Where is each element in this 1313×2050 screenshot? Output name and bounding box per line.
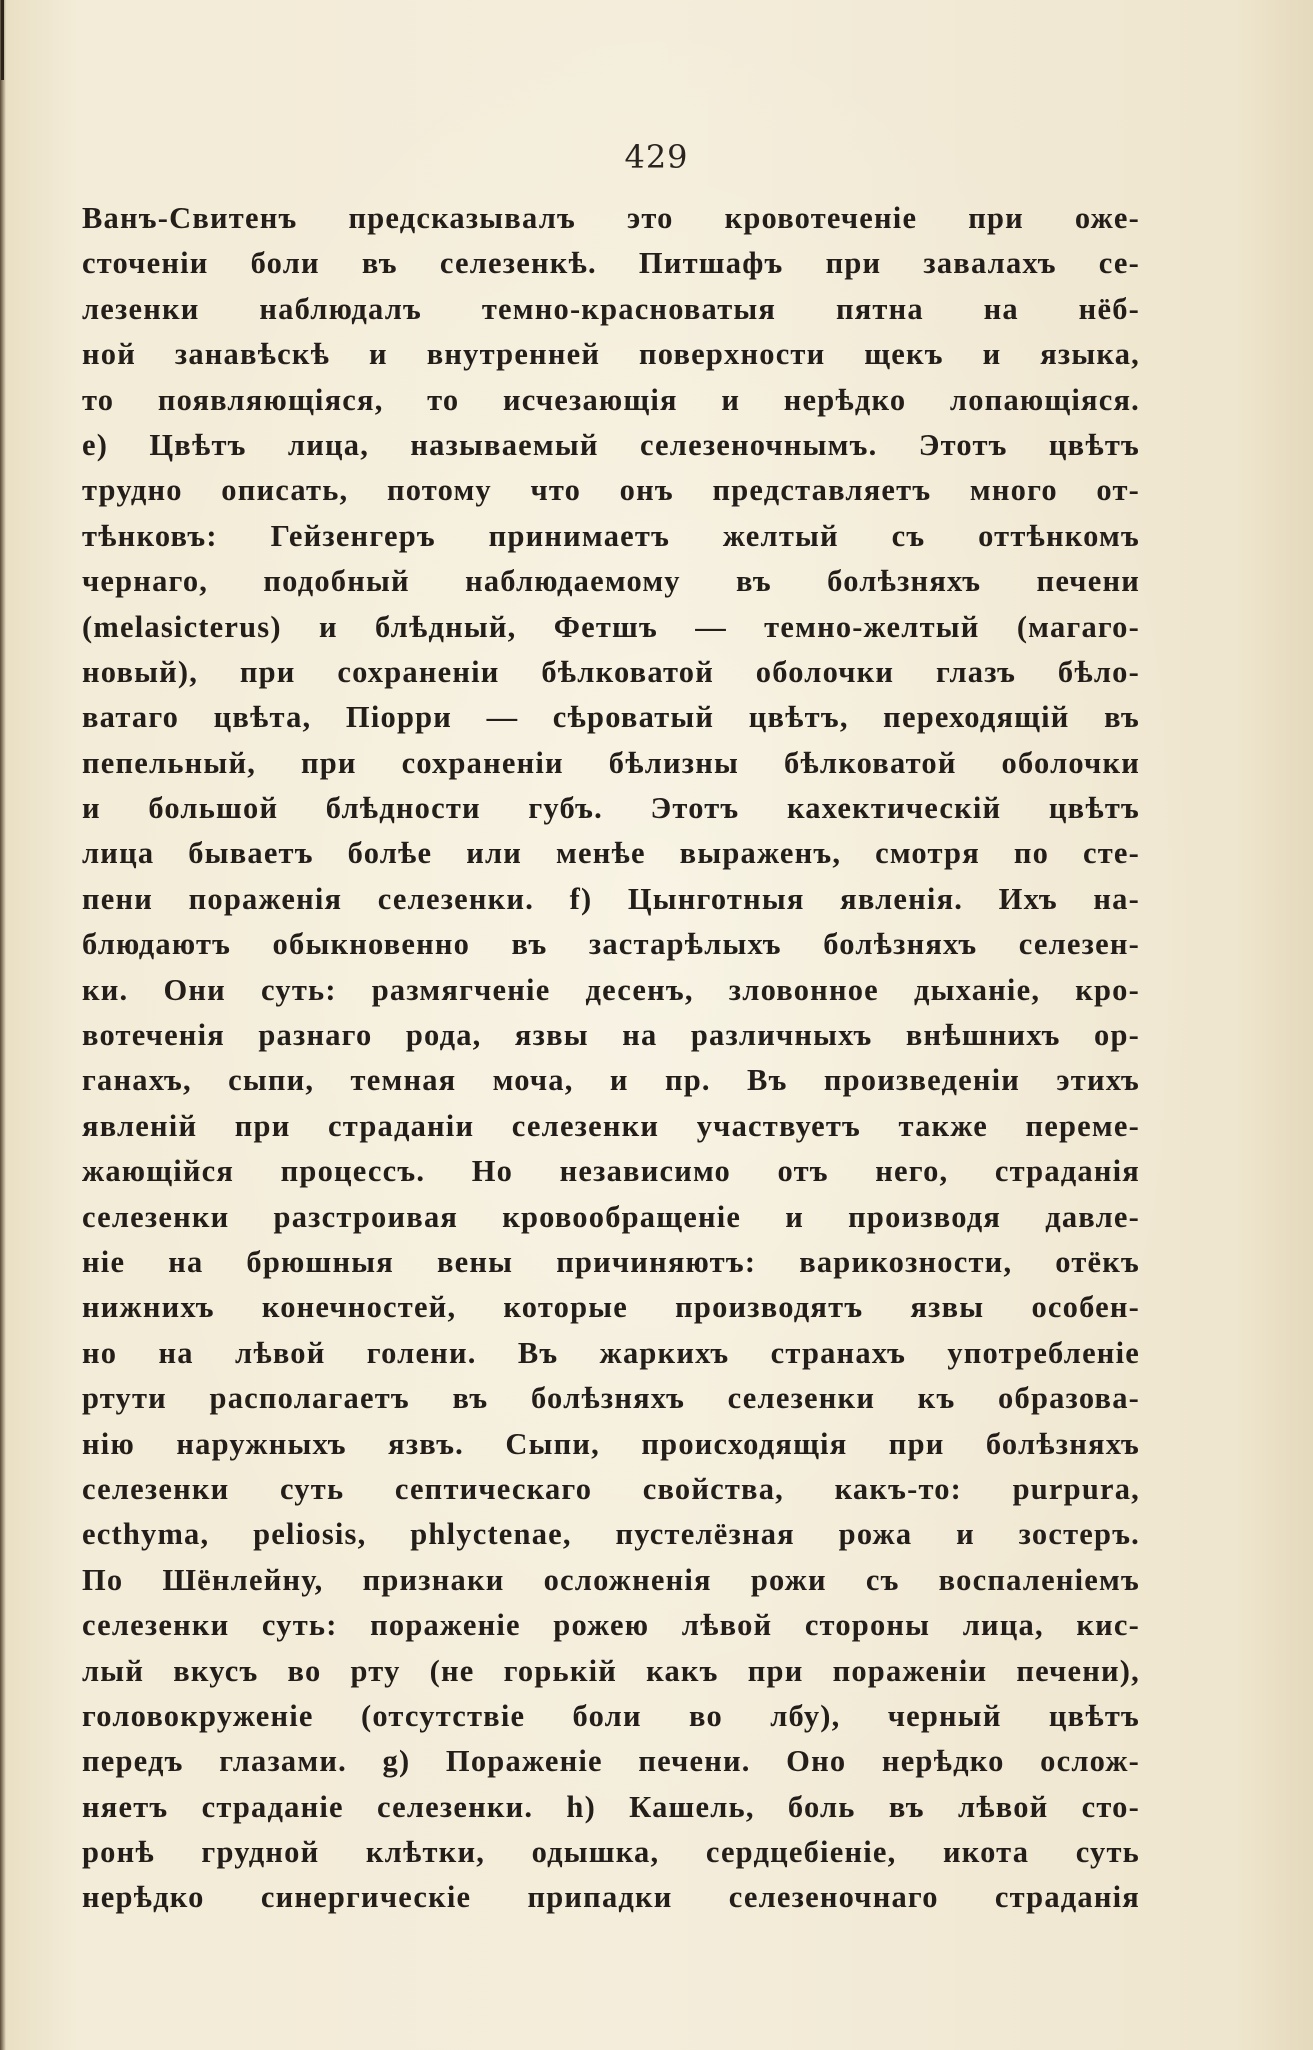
text-line: (melasicterus) и блѣдный, Фетшъ — темно-желтый (магаго- xyxy=(82,609,1140,644)
text-line: лый вкусъ во рту (не горькій какъ при пораженіи печени), xyxy=(82,1653,1140,1688)
text-line: ніе на брюшныя вены причиняютъ: варикозности, отёкъ xyxy=(82,1244,1140,1279)
text-line: ронѣ грудной клѣтки, одышка, сердцебіеніе, икота суть xyxy=(82,1835,1140,1870)
text-line: передъ глазами. g) Пораженіе печени. Оно нерѣдко ослож- xyxy=(82,1744,1140,1779)
text-line: ганахъ, сыпи, темная моча, и пр. Въ произведеніи этихъ xyxy=(82,1063,1140,1098)
text-line: новый), при сохраненіи бѣлковатой оболочки глазъ бѣло- xyxy=(82,654,1140,689)
page-number: 429 xyxy=(624,138,689,176)
text-line: селезенки суть: пораженіе рожею лѣвой стороны лица, кис- xyxy=(82,1608,1140,1643)
text-line: трудно описать, потому что онъ представляетъ много от- xyxy=(82,473,1140,508)
text-line: лезенки наблюдалъ темно-красноватыя пятна на нёб- xyxy=(82,291,1140,326)
text-line: нію наружныхъ язвъ. Сыпи, происходящія при болѣзняхъ xyxy=(82,1426,1140,1461)
text-line: явленій при страданіи селезенки участвуетъ также переме- xyxy=(82,1108,1140,1143)
text-line: жающійся процессъ. Но независимо отъ него, страданія xyxy=(82,1154,1140,1189)
page-binding-mark xyxy=(1,0,4,80)
text-line: ки. Они суть: размягченіе десенъ, зловонное дыханіе, кро- xyxy=(82,972,1140,1007)
text-line: пени пораженія селезенки. f) Цынготныя явленія. Ихъ на- xyxy=(82,881,1140,916)
text-line: няетъ страданіе селезенки. h) Кашель, боль въ лѣвой сто- xyxy=(82,1789,1140,1824)
text-line: ватаго цвѣта, Піорри — сѣроватый цвѣтъ, переходящій въ xyxy=(82,700,1140,735)
text-line: вотеченія разнаго рода, язвы на различныхъ внѣшнихъ ор- xyxy=(82,1018,1140,1053)
text-line: головокруженіе (отсутствіе боли во лбу), черный цвѣтъ xyxy=(82,1698,1140,1733)
text-line: блюдаютъ обыкновенно въ застарѣлыхъ болѣзняхъ селезен- xyxy=(82,927,1140,962)
text-line: ной занавѣскѣ и внутренней поверхности щекъ и языка, xyxy=(82,337,1140,372)
page-left-edge-shadow xyxy=(0,0,6,2050)
text-line: ртути располагаетъ въ болѣзняхъ селезенки къ образова- xyxy=(82,1381,1140,1416)
text-line: ecthyma, peliosis, phlyctenae, пустелёзная рожа и зостеръ. xyxy=(82,1517,1140,1552)
text-line: нижнихъ конечностей, которые производятъ язвы особен- xyxy=(82,1290,1140,1325)
text-line: лица бываетъ болѣе или менѣе выраженъ, смотря по сте- xyxy=(82,836,1140,871)
text-line: е) Цвѣтъ лица, называемый селезеночнымъ. Этотъ цвѣтъ xyxy=(82,427,1140,462)
text-line: то появляющіяся, то исчезающія и нерѣдко лопающіяся. xyxy=(82,382,1140,417)
text-line: и большой блѣдности губъ. Этотъ кахектическій цвѣтъ xyxy=(82,791,1140,826)
text-line: По Шёнлейну, признаки осложненія рожи съ воспаленіемъ xyxy=(82,1562,1140,1597)
body-text xyxy=(82,196,1140,1921)
text-line: селезенки суть септическаго свойства, какъ-то: purpura, xyxy=(82,1471,1140,1506)
text-line: селезенки разстроивая кровообращеніе и производя давле- xyxy=(82,1199,1140,1234)
text-line: нерѣдко синергическіе припадки селезеночнаго страданія xyxy=(82,1880,1140,1915)
text-line: пепельный, при сохраненіи бѣлизны бѣлковатой оболочки xyxy=(82,745,1140,780)
text-line: но на лѣвой голени. Въ жаркихъ странахъ употребленіе xyxy=(82,1335,1140,1370)
text-line: сточеніи боли въ селезенкѣ. Питшафъ при завалахъ се- xyxy=(82,246,1140,281)
text-line: чернаго, подобный наблюдаемому въ болѣзняхъ печени xyxy=(82,564,1140,599)
text-line: Ванъ-Свитенъ предсказывалъ это кровотеченіе при ожe- xyxy=(82,201,1140,235)
text-line: тѣнковъ: Гейзенгеръ принимаетъ желтый съ оттѣнкомъ xyxy=(82,518,1140,553)
